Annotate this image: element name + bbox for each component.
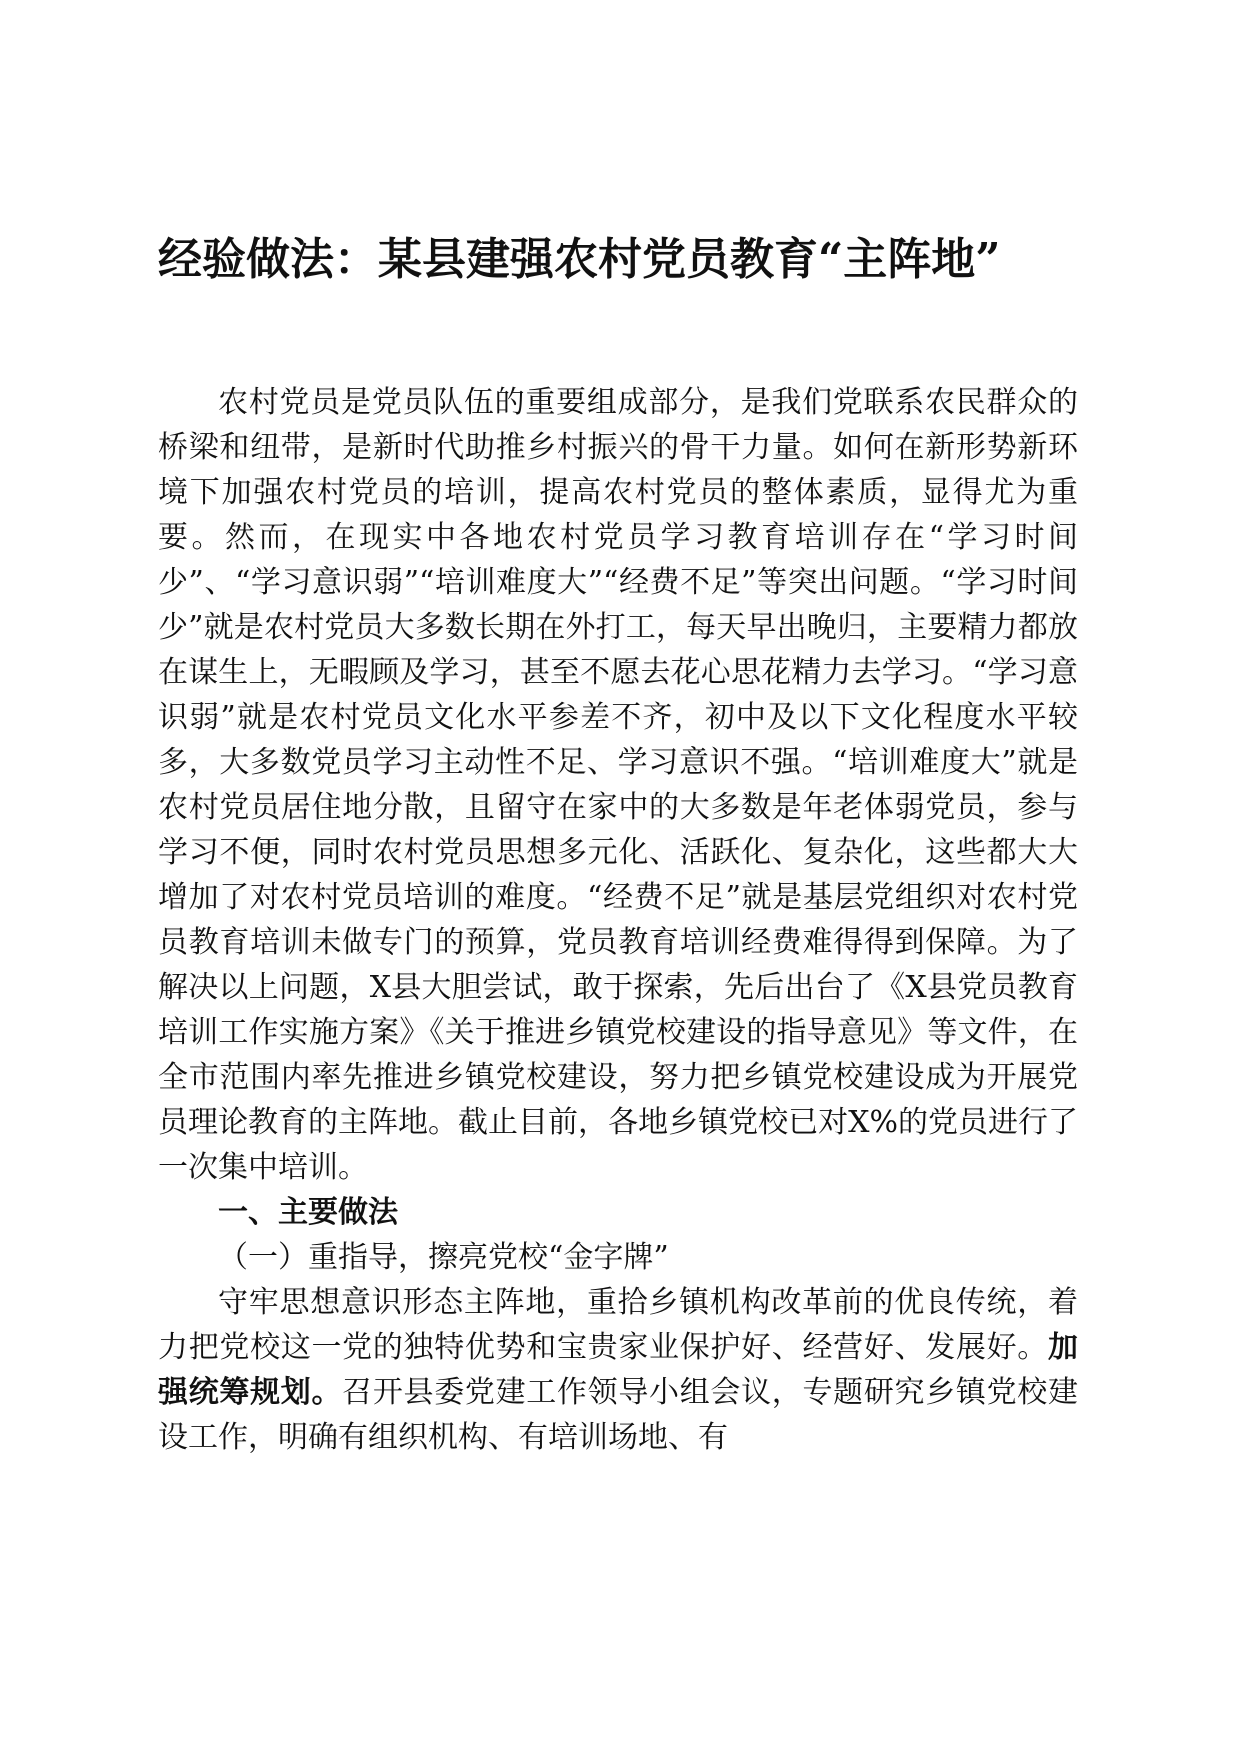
- subsection-heading: （一）重指导，擦亮党校“金字牌”: [218, 1240, 669, 1275]
- section-paragraph-bold-phrase: 加强统筹规划。: [158, 1330, 1078, 1410]
- section-paragraph-end: 召开县委党建工作领导小组会议，专题研究乡镇党校建设工作，明确有组织机构、有培训场地、有: [158, 1375, 1079, 1455]
- section-paragraph: [158, 1280, 1078, 1460]
- document-body: [158, 380, 1078, 1460]
- intro-paragraph: 农村党员是党员队伍的重要组成部分，是我们党联系农民群众的桥梁和纽带，是新时代助推乡村振兴的骨干力量。如何在新形势新环境下加强农村党员的培训，提高农村党员的整体素质，显得尤为重要。然而，在现实中各地农村党员学习教育培训存在“学习时间少”、“学习意识弱”“培训难度大”“经费不足”等突出问题。“学习时间少”就是农村党员大多数长期在外打工，每天早出晚归，主要精力都放在谋生上，无暇顾及学习，甚至不愿去花心思花精力去学习。“学习意识弱”就是农村党员文化水平参差不齐，初中及以下文化程度水平较多，大多数党员学习主动性不足、学习意识不强。“培训难度大”就是农村党员居住地分散，且留守在家中的大多数是年老体弱党员，参与学习不便，同时农村党员思想多元化、活跃化、复杂化，这些都大大增加了对农村党员培训的难度。“经费不足”就是基层党组织对农村党员教育培训未做专门的预算，党员教育培训经费难得得到保障。为了解决以上问题，X县大胆尝试，敢于探索，先后出台了《X县党员教育培训工作实施方案》《关于推进乡镇党校建设的指导意见》等文件，在全市范围内率先推进乡镇党校建设，努力把乡镇党校建设成为开展党员理论教育的主阵地。截止目前，各地乡镇党校已对X%的党员进行了一次集中培训。: [158, 385, 1078, 1185]
- section-heading: 一、主要做法: [218, 1195, 398, 1230]
- section-paragraph-start: 守牢思想意识形态主阵地，重拾乡镇机构改革前的优良传统，着力把党校这一党的独特优势和宝贵家业保护好、经营好、发展好。: [158, 1285, 1078, 1365]
- document-title: 经验做法：某县建强农村党员教育“主阵地”: [158, 234, 1001, 285]
